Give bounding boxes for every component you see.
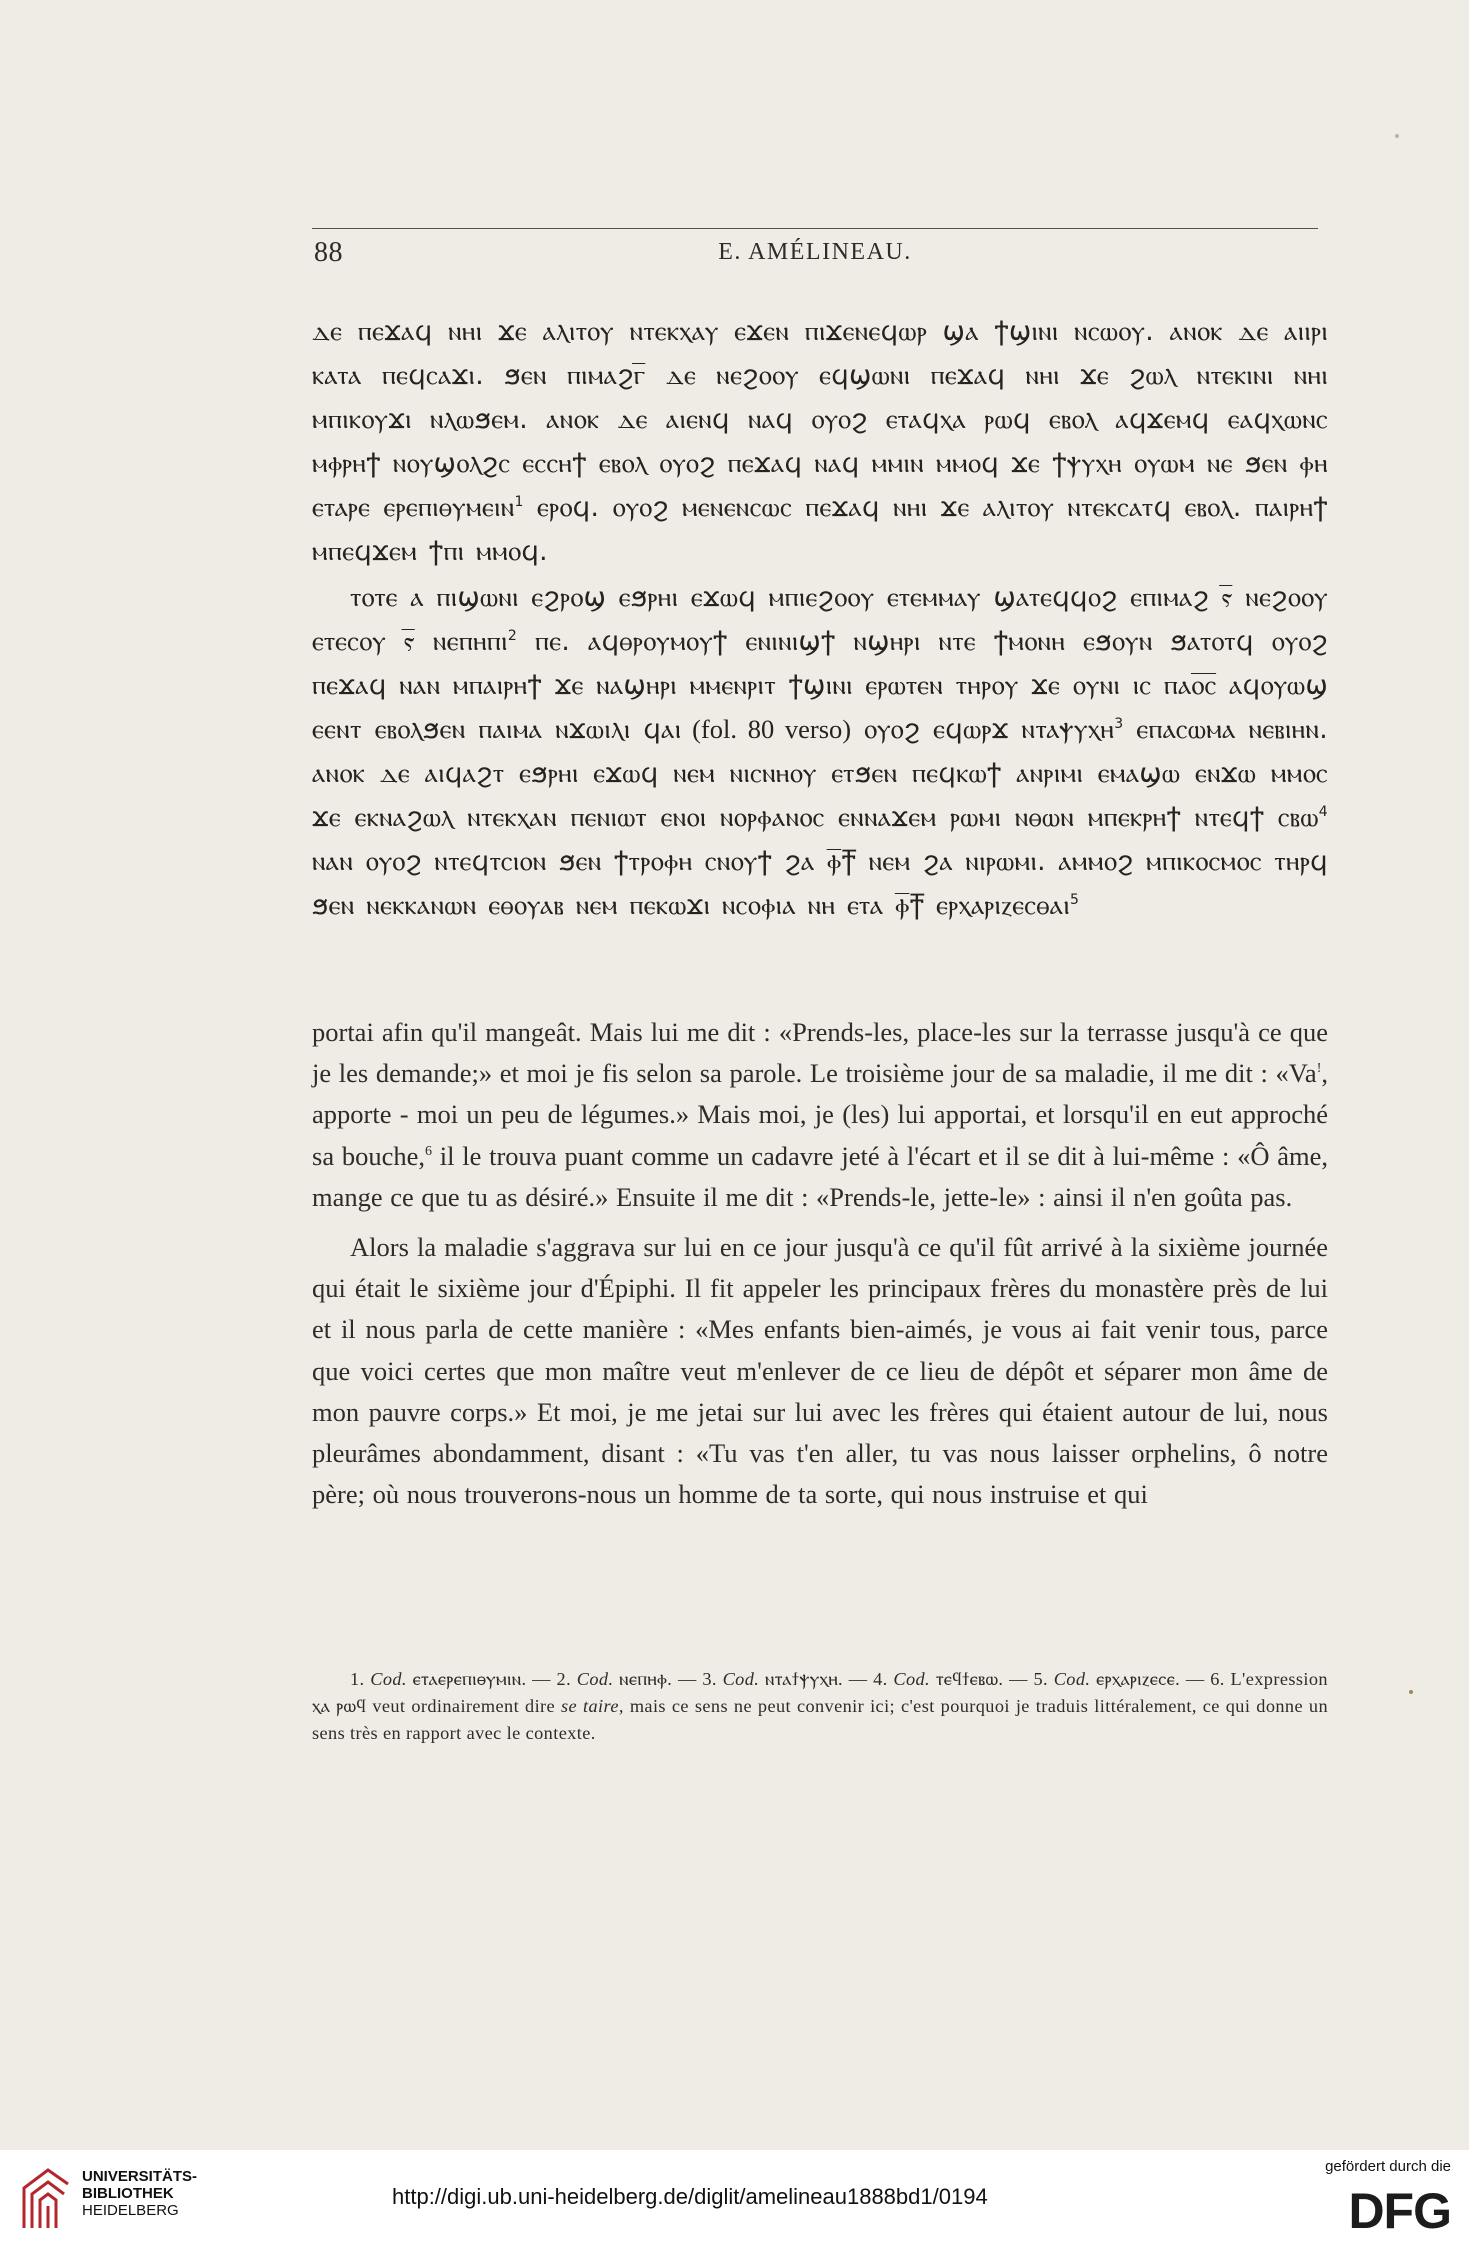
footnote-6-word: ⲭⲁ ⲣⲱϥ <box>312 1696 367 1716</box>
library-name-line-3: HEIDELBERG <box>82 2202 179 2219</box>
footnotes-paragraph <box>312 1666 1328 1747</box>
footnote-6-text: — 6. L'expression <box>1185 1669 1328 1689</box>
coptic-text-run: ⲟⲩⲟϩ ⲉϥⲱⲣϫ ⲛⲧⲁⲯⲩⲭⲏ <box>851 714 1115 746</box>
coptic-text-run: ⲡⲉ. ⲁϥⲑⲣⲟⲩⲙⲟⲩϯ ⲉⲛⲓⲛⲓϣϯ ⲛϣⲏⲣⲓ ⲛⲧⲉ ϯⲙⲟⲛⲏ ⲉϧⲟⲩⲛ ϧⲁⲧⲟⲧϥ ⲟⲩⲟϩ ⲡⲉϫⲁϥ ⲛⲁⲛ ⲙⲡⲁⲓⲣⲏϯ ϫⲉ ⲛⲁϣⲏⲣⲓ ⲙⲙⲉⲛⲣⲓⲧ ϯϣⲓⲛⲓ ⲉⲣⲱⲧⲉⲛ ⲧⲏⲣⲟⲩ ϫⲉ ⲟⲩⲛⲓ ⲓⲥ ⲡⲁⲟ̅ⲥ̅ ⲁϥⲟⲩⲱϣ ⲉⲉⲛⲧ ⲉⲃⲟⲗϧⲉⲛ ⲡⲁⲓⲙⲁ ⲛϫⲱⲓⲗⲓ ϥⲁⲓ <box>312 626 1328 746</box>
footnote-3-number: — 3. <box>677 1669 717 1689</box>
french-text-run: portai afin qu'il mangeât. Mais lui me dit : «Prends-les, place-les sur la terrasse jusqu'à ce que je les demande;» et moi je fis selon sa parole. Le troisième jour de sa maladie, il me dit : «Va <box>312 1017 1328 1089</box>
running-head: E. AMÉLINEAU. <box>718 239 912 265</box>
coptic-text-run: ⲇⲉ ⲡⲉϫⲁϥ ⲛⲏⲓ ϫⲉ ⲁⲗⲓⲧⲟⲩ ⲛⲧⲉⲕⲭⲁⲩ ⲉϫⲉⲛ ⲡⲓϫⲉⲛⲉϥⲱⲣ ϣⲁ ϯϣⲓⲛⲓ ⲛⲥⲱⲟⲩ. ⲁⲛⲟⲕ ⲇⲉ ⲁⲓⲓⲣⲓ ⲕⲁⲧⲁ ⲡⲉϥⲥⲁϫⲓ. ϧⲉⲛ ⲡⲓⲙⲁϩⲅ̅ ⲇⲉ ⲛⲉϩⲟⲟⲩ ⲉϥϣⲱⲛⲓ ⲡⲉϫⲁϥ ⲛⲏⲓ ϫⲉ ϩⲱⲗ ⲛⲧⲉⲕⲓⲛⲓ ⲛⲏⲓ ⲙⲡⲓⲕⲟⲩϫⲓ ⲛⲗⲱϧⲉⲙ. ⲁⲛⲟⲕ ⲇⲉ ⲁⲓⲉⲛϥ ⲛⲁϥ ⲟⲩⲟϩ ⲉⲧⲁϥⲭⲁ ⲣⲱϥ ⲉⲃⲟⲗ ⲁϥϫⲉⲙϥ ⲉⲁϥⲭⲱⲛⲥ ⲙⲫⲣⲏϯ ⲛⲟⲩϣⲟⲗϩⲥ ⲉⲥⲥⲏϯ ⲉⲃⲟⲗ ⲟⲩⲟϩ ⲡⲉϫⲁϥ ⲛⲁϥ ⲙⲙⲓⲛ ⲙⲙⲟϥ ϫⲉ ϯⲯⲩⲭⲏ ⲟⲩⲱⲙ ⲛⲉ ϧⲉⲛ ⲫⲏ ⲉⲧⲁⲣⲉ ⲉⲣⲉⲡⲓⲑⲩⲙⲉⲓⲛ <box>312 316 1329 523</box>
footnote-6-italic: se taire, <box>561 1696 624 1716</box>
french-text-run: il le trouva puant comme un cadavre jeté à l'écart et il se dit à lui-même : «Ô âme, mange ce que tu as désiré.» Ensuite il me dit : «Prends-le, jette-le» : ainsi il n'en goûta pas. <box>312 1140 1328 1212</box>
page-header <box>312 228 1318 288</box>
funder-logo[interactable] <box>1281 2158 1451 2246</box>
coptic-text-run: ⲉⲣⲟϥ. ⲟⲩⲟϩ ⲙⲉⲛⲉⲛⲥⲱⲥ ⲡⲉϫⲁϥ ⲛⲏⲓ ϫⲉ ⲁⲗⲓⲧⲟⲩ ⲛⲧⲉⲕⲥⲁⲧϥ ⲉⲃⲟⲗ. ⲡⲁⲓⲣⲏϯ ⲙⲡⲉϥϫⲉⲙ ϯⲡⲓ ⲙⲙⲟϥ. <box>312 491 1328 567</box>
coptic-text-run: ⲛⲁⲛ ⲟⲩⲟϩ ⲛⲧⲉϥⲧⲥⲓⲟⲛ ϧⲉⲛ ϯⲧⲣⲟⲫⲏ ⲥⲛⲟⲩϯ ϩⲁ ⲫ̅ϯ̅ ⲛⲉⲙ ϩⲁ ⲛⲓⲣⲱⲙⲓ. ⲁⲙⲙⲟϩ ⲙⲡⲓⲕⲟⲥⲙⲟⲥ ⲧⲏⲣϥ ϧⲉⲛ ⲛⲉⲕⲕⲁⲛⲱⲛ ⲉⲑⲟⲩⲁⲃ ⲛⲉⲙ ⲡⲉⲕⲱϫⲓ ⲛⲥⲟⲫⲓⲁ ⲛⲏ ⲉⲧⲁ ⲫ̅ϯ̅ ⲉⲣⲭⲁⲣⲓⲍⲉⲥⲑⲁⲓ <box>312 845 1328 921</box>
footnote-3-cod: Cod. <box>722 1669 760 1689</box>
footnote-ref-1: 1 <box>514 493 524 510</box>
footnote-4-word: ⲧⲉϥϯⲉⲃⲱ. — <box>935 1669 1028 1689</box>
header-rule <box>312 228 1318 229</box>
footnote-ref-2: 2 <box>507 628 518 645</box>
french-translation <box>312 1012 1328 1515</box>
coptic-text-run: ⲉⲡⲁⲥⲱⲙⲁ ⲛⲉⲃⲓⲏⲛ. ⲁⲛⲟⲕ ⲇⲉ ⲁⲓϥⲁϩⲧ ⲉϧⲣⲏⲓ ⲉϫⲱϥ ⲛⲉⲙ ⲛⲓⲥⲛⲏⲟⲩ ⲉⲧϧⲉⲛ ⲡⲉϥⲕⲱϯ ⲁⲛⲣⲓⲙⲓ ⲉⲙⲁϣⲱ ⲉⲛϫⲱ ⲙⲙⲟⲥ ϫⲉ ⲉⲕⲛⲁϩⲱⲗ ⲛⲧⲉⲕⲭⲁⲛ ⲡⲉⲛⲓⲱⲧ ⲉⲛⲟⲓ ⲛⲟⲣⲫⲁⲛⲟⲥ ⲉⲛⲛⲁϫⲉⲙ ⲣⲱⲙⲓ ⲛⲑⲱⲛ ⲙⲡⲉⲕⲣⲏϯ ⲛⲧⲉϥϯ ⲥⲃⲱ <box>312 714 1329 833</box>
french-paragraph-1 <box>312 1012 1328 1218</box>
permalink-url[interactable]: http://digi.ub.uni-heidelberg.de/diglit/amelineau1888bd1/0194 <box>392 2184 988 2209</box>
page-number: 88 <box>314 237 343 268</box>
french-paragraph-2: Alors la maladie s'aggrava sur lui en ce jour jusqu'à ce qu'il fût arrivé à la sixième journée qui était le sixième jour d'Épiphi. Il fit appeler les principaux frères du monastère près de lui et il nous parla de cette manière : «Mes enfants bien-aimés, je vous ai fait venir tous, parce que voici certes que mon maître veut m'enlever de ce lieu de dépôt et séparer mon âme de mon pauvre corps.» Et moi, je me jetai sur lui avec les frères qui étaient autour de lui, nous pleurâmes abondamment, disant : «Tu vas t'en aller, tu vas nous laisser orphelins, ô notre père; où nous trouverons-nous un homme de ta sorte, qui nous instruise et qui <box>312 1232 1328 1510</box>
digitization-footer <box>0 2150 1469 2254</box>
library-name-line-1: UNIVERSITÄTS- <box>82 2168 198 2185</box>
ub-heidelberg-icon <box>18 2166 74 2230</box>
footnote-5-word: ⲉⲣⲭⲁⲣⲓⲍⲉⲥⲉ. <box>1096 1669 1181 1689</box>
stray-mark <box>1409 1690 1413 1694</box>
footnote-ref-4: 4 <box>1318 804 1328 821</box>
footnote-3-word: ⲛⲧⲁϯⲯⲩⲭⲏ. <box>764 1669 844 1689</box>
coptic-text <box>312 310 1328 928</box>
dfg-icon: DFG <box>1348 2183 1451 2239</box>
folio-reference: (fol. 80 verso) <box>681 714 852 745</box>
french-text-run: , apporte - moi un peu de légumes.» Mais moi, je (les) lui apportai, et lorsqu'il en eut approché sa bouche, <box>312 1058 1328 1171</box>
footnote-4-number: — 4. <box>848 1669 888 1689</box>
footnote-2-number: — 2. <box>532 1669 572 1689</box>
footnote-2-word: ⲛⲉⲡⲏⲫ. <box>619 1669 673 1689</box>
footnote-1-cod: Cod. <box>370 1669 407 1689</box>
ub-heidelberg-logo[interactable] <box>18 2164 268 2234</box>
footnote-ref-3: 3 <box>1114 716 1124 733</box>
footnote-2-cod: Cod. <box>576 1669 614 1689</box>
translator-mark: ! <box>1316 1061 1322 1077</box>
footnote-6-text: veut ordinairement dire <box>372 1696 556 1716</box>
footnote-5-cod: Cod. <box>1053 1669 1091 1689</box>
footnote-4-cod: Cod. <box>893 1669 931 1689</box>
coptic-text-run: ⲧⲟⲧⲉ ⲁ ⲡⲓϣⲱⲛⲓ ⲉϩⲣⲟϣ ⲉϧⲣⲏⲓ ⲉϫⲱϥ ⲙⲡⲓⲉϩⲟⲟⲩ ⲉⲧⲉⲙⲙⲁⲩ ϣⲁⲧⲉϥϥⲟϩ ⲉⲡⲓⲙⲁϩ ⲋ̅ ⲛⲉϩⲟⲟⲩ ⲉⲧⲉⲥⲟⲩ ⲋ̅ ⲛⲉⲡⲏⲡⲓ <box>312 582 1328 658</box>
coptic-paragraph-2 <box>312 576 1328 927</box>
footnotes <box>312 1666 1328 1747</box>
ub-heidelberg-wordmark <box>82 2168 197 2219</box>
footnote-6-text: mais ce sens ne peut convenir ici; c'est pourquoi je traduis littéralement, ce qui donne un sens très en rapport avec le contexte. <box>312 1696 1328 1743</box>
footnote-ref-6: 6 <box>424 1143 432 1159</box>
footnote-5-number: 5. <box>1033 1669 1048 1689</box>
library-name-line-2: BIBLIOTHEK <box>82 2185 174 2202</box>
footnote-1-number: 1. <box>350 1669 365 1689</box>
footnote-1-word: ⲉⲧⲁⲉⲣⲉⲡⲓⲑⲩⲙⲓⲛ. <box>412 1669 527 1689</box>
funder-caption: gefördert durch die <box>1325 2158 1451 2175</box>
stray-mark <box>1395 134 1399 138</box>
coptic-paragraph-1 <box>312 310 1328 573</box>
footnote-ref-5: 5 <box>1069 891 1080 908</box>
